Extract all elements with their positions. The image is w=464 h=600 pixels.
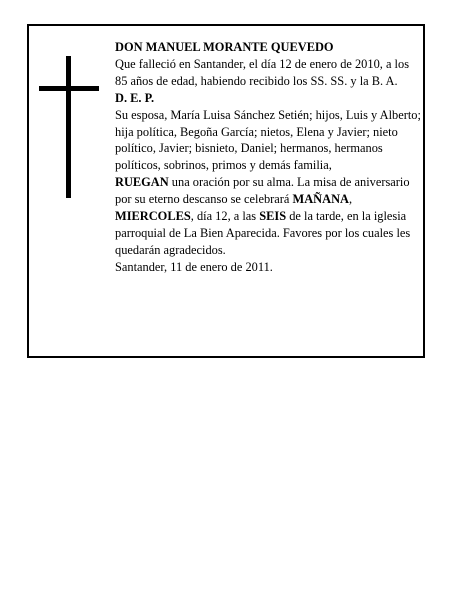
weekday-keyword: MIERCOLES <box>115 209 191 224</box>
mass-announcement <box>115 174 421 259</box>
cross-vertical-bar <box>66 56 71 198</box>
family-list: Su esposa, María Luisa Sánchez Setién; hijos, Luis y Alberto; hija política, Begoña García; nietos, Elena y Javier; nieto político, Javier; bisnieto, Daniel; hermanos, hermanos políticos, sobrinos, primos y demás familia, <box>115 107 421 173</box>
service-text: de la tarde, en la iglesia parroquial de La Bien Aparecida. Favores por los cuales les quedarán agradecidos. <box>115 209 411 257</box>
rip-line: D. E. P. <box>115 90 155 105</box>
notice-text <box>115 39 421 276</box>
death-details: Que falleció en Santander, el día 12 de enero de 2010, a los 85 años de edad, habiendo recibido los SS. SS. y la B. A. <box>115 56 410 88</box>
comma-separator: , <box>348 192 353 207</box>
cross-horizontal-bar <box>39 86 99 91</box>
obituary-notice <box>27 24 425 358</box>
date-text: , día 12, a las <box>190 209 260 224</box>
hour-keyword: SEIS <box>259 209 287 224</box>
cross-icon <box>39 56 99 198</box>
place-and-date: Santander, 11 de enero de 2011. <box>115 259 273 274</box>
deceased-name: DON MANUEL MORANTE QUEVEDO <box>115 40 334 54</box>
request-text: una oración por su alma. La misa de aniversario por su eterno descanso se celebrará <box>115 175 410 207</box>
request-keyword: RUEGAN <box>115 175 169 190</box>
day-keyword: MAÑANA <box>292 192 349 207</box>
